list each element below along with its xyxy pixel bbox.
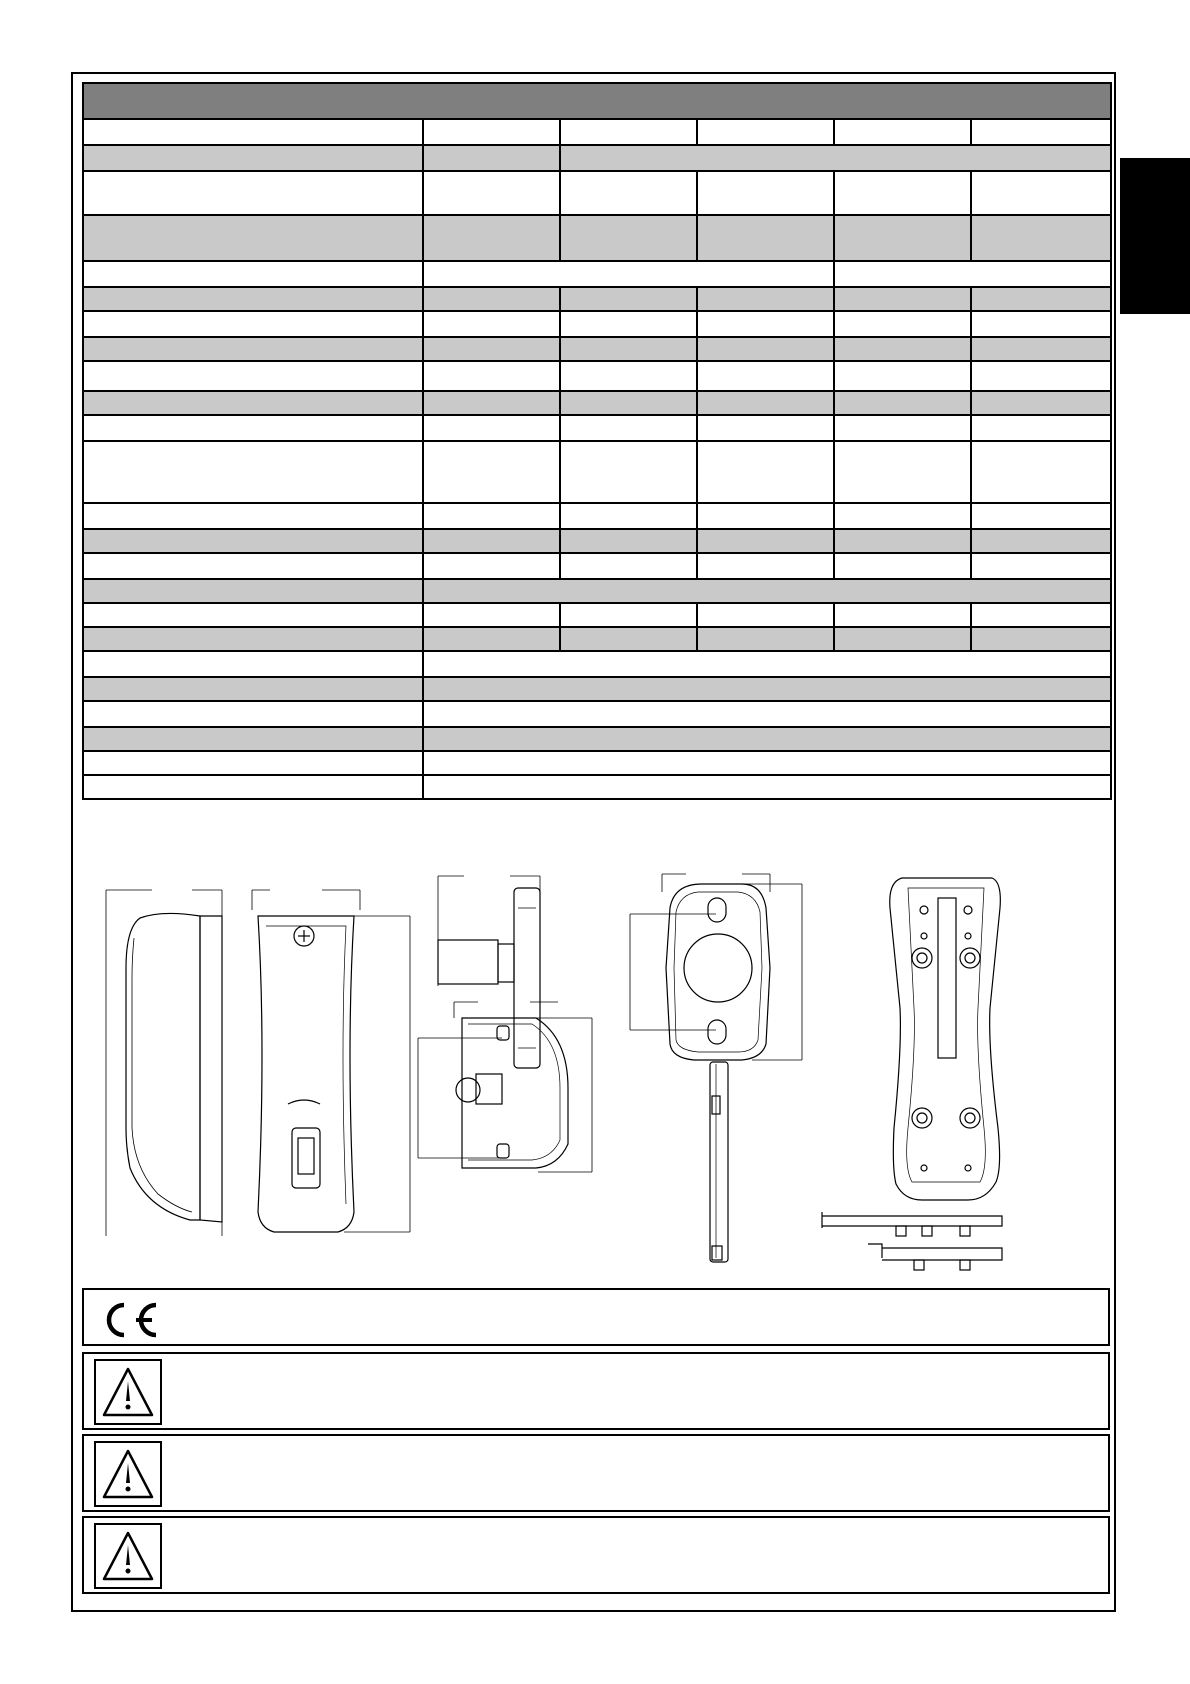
spec-label-cell (83, 119, 423, 145)
spec-value-cell (560, 119, 697, 145)
spec-value-cell (423, 627, 560, 651)
spec-value-cell (560, 627, 697, 651)
table-row (83, 287, 1111, 311)
spec-label-cell (83, 337, 423, 361)
spec-value-cell (971, 391, 1111, 415)
spec-value-cell (834, 503, 971, 529)
table-title-row (83, 83, 1111, 119)
table-row (83, 775, 1111, 799)
spec-value-cell (834, 171, 971, 215)
spec-value-cell (423, 145, 560, 171)
spec-value-cell (834, 337, 971, 361)
spec-label-cell (83, 311, 423, 337)
base-side-view (710, 1062, 728, 1262)
table-row (83, 503, 1111, 529)
spec-value-cell (697, 553, 834, 579)
warning-triangle-icon (94, 1441, 162, 1507)
spec-value-cell (971, 361, 1111, 391)
spec-value-cell (971, 119, 1111, 145)
spec-value-cell (697, 119, 834, 145)
spec-value-cell (971, 503, 1111, 529)
spec-value-cell (423, 119, 560, 145)
ce-mark-icon (96, 1299, 162, 1341)
spec-value-cell (560, 391, 697, 415)
technical-specs-table (82, 82, 1112, 800)
spec-value-cell (423, 677, 1111, 701)
table-row (83, 579, 1111, 603)
table-row (83, 361, 1111, 391)
spec-value-cell (423, 215, 560, 261)
spec-value-cell (423, 751, 1111, 775)
spec-label-cell (83, 603, 423, 627)
spec-value-cell (560, 145, 1111, 171)
spec-value-cell (423, 553, 560, 579)
table-row (83, 651, 1111, 677)
spec-value-cell (423, 727, 1111, 751)
spec-value-cell (971, 287, 1111, 311)
spec-value-cell (834, 391, 971, 415)
warning-notice-3 (82, 1516, 1110, 1594)
spec-value-cell (560, 215, 697, 261)
spec-value-cell (560, 553, 697, 579)
spec-label-cell (83, 627, 423, 651)
table-row (83, 751, 1111, 775)
spec-value-cell (971, 627, 1111, 651)
spec-value-cell (560, 171, 697, 215)
table-row (83, 553, 1111, 579)
spec-label-cell (83, 215, 423, 261)
spec-value-cell (697, 503, 834, 529)
spec-value-cell (834, 415, 971, 441)
warning-notice-1 (82, 1352, 1110, 1430)
table-row (83, 215, 1111, 261)
spec-value-cell (423, 311, 560, 337)
spec-value-cell (971, 171, 1111, 215)
spec-value-cell (423, 361, 560, 391)
spec-value-cell (971, 441, 1111, 503)
spec-value-cell (697, 287, 834, 311)
spec-value-cell (423, 503, 560, 529)
base-front-view (630, 874, 802, 1060)
mounting-plate-front-view (890, 878, 1001, 1200)
spec-value-cell (697, 441, 834, 503)
table-row (83, 441, 1111, 503)
bracket-front-view (418, 1002, 592, 1172)
spec-value-cell (697, 171, 834, 215)
spec-value-cell (423, 441, 560, 503)
spec-value-cell (971, 553, 1111, 579)
spec-label-cell (83, 503, 423, 529)
spec-label-cell (83, 171, 423, 215)
spec-value-cell (971, 215, 1111, 261)
spec-label-cell (83, 261, 423, 287)
spec-value-cell (697, 603, 834, 627)
spec-label-cell (83, 415, 423, 441)
spec-value-cell (971, 311, 1111, 337)
spec-value-cell (834, 261, 1111, 287)
table-row (83, 337, 1111, 361)
table-row (83, 529, 1111, 553)
table-row (83, 261, 1111, 287)
table-title (83, 83, 1111, 119)
spec-value-cell (560, 337, 697, 361)
spec-value-cell (834, 529, 971, 553)
spec-value-cell (834, 287, 971, 311)
spec-value-cell (423, 579, 1111, 603)
spec-value-cell (423, 651, 1111, 677)
spec-value-cell (971, 603, 1111, 627)
table-row (83, 311, 1111, 337)
spec-value-cell (423, 287, 560, 311)
spec-label-cell (83, 441, 423, 503)
spec-value-cell (697, 337, 834, 361)
spec-label-cell (83, 145, 423, 171)
spec-value-cell (423, 701, 1111, 727)
spec-value-cell (560, 287, 697, 311)
spec-label-cell (83, 287, 423, 311)
spec-value-cell (834, 311, 971, 337)
spec-value-cell (423, 415, 560, 441)
spec-value-cell (834, 603, 971, 627)
spec-value-cell (971, 529, 1111, 553)
spec-value-cell (560, 603, 697, 627)
spec-value-cell (697, 311, 834, 337)
spec-value-cell (560, 361, 697, 391)
table-row (83, 391, 1111, 415)
spec-label-cell (83, 553, 423, 579)
warning-notice-2 (82, 1434, 1110, 1512)
spec-label-cell (83, 727, 423, 751)
spec-value-cell (423, 171, 560, 215)
language-side-tab (1120, 158, 1190, 314)
spec-label-cell (83, 775, 423, 799)
spec-value-cell (560, 529, 697, 553)
spec-value-cell (834, 553, 971, 579)
spec-value-cell (423, 337, 560, 361)
table-row (83, 145, 1111, 171)
warning-triangle-icon (94, 1359, 162, 1425)
table-row (83, 415, 1111, 441)
spec-value-cell (697, 215, 834, 261)
spec-label-cell (83, 579, 423, 603)
spec-label-cell (83, 751, 423, 775)
table-row (83, 603, 1111, 627)
spec-value-cell (971, 415, 1111, 441)
spec-value-cell (834, 361, 971, 391)
technical-drawings (82, 848, 1110, 1278)
spec-value-cell (560, 441, 697, 503)
spec-value-cell (423, 775, 1111, 799)
spec-value-cell (834, 215, 971, 261)
spec-value-cell (697, 415, 834, 441)
spec-label-cell (83, 361, 423, 391)
table-row (83, 701, 1111, 727)
spec-value-cell (697, 361, 834, 391)
photocell-front-view (252, 890, 410, 1232)
spec-label-cell (83, 651, 423, 677)
spec-value-cell (560, 311, 697, 337)
spec-label-cell (83, 529, 423, 553)
table-row (83, 119, 1111, 145)
warning-triangle-icon (94, 1523, 162, 1589)
spec-value-cell (697, 529, 834, 553)
spec-label-cell (83, 701, 423, 727)
spec-value-cell (423, 261, 834, 287)
table-row (83, 727, 1111, 751)
table-row (83, 171, 1111, 215)
ce-notice (82, 1288, 1110, 1346)
table-row (83, 677, 1111, 701)
spec-value-cell (697, 391, 834, 415)
spec-value-cell (834, 119, 971, 145)
bracket-side-view (438, 876, 540, 1068)
spec-value-cell (423, 529, 560, 553)
table-row (83, 627, 1111, 651)
spec-value-cell (971, 337, 1111, 361)
spec-value-cell (423, 603, 560, 627)
spec-label-cell (83, 677, 423, 701)
spec-value-cell (560, 415, 697, 441)
spec-value-cell (697, 627, 834, 651)
mounting-plate-side-view (822, 1212, 1002, 1270)
spec-value-cell (834, 627, 971, 651)
spec-value-cell (560, 503, 697, 529)
spec-value-cell (834, 441, 971, 503)
photocell-side-view (106, 890, 222, 1236)
spec-value-cell (423, 391, 560, 415)
spec-label-cell (83, 391, 423, 415)
